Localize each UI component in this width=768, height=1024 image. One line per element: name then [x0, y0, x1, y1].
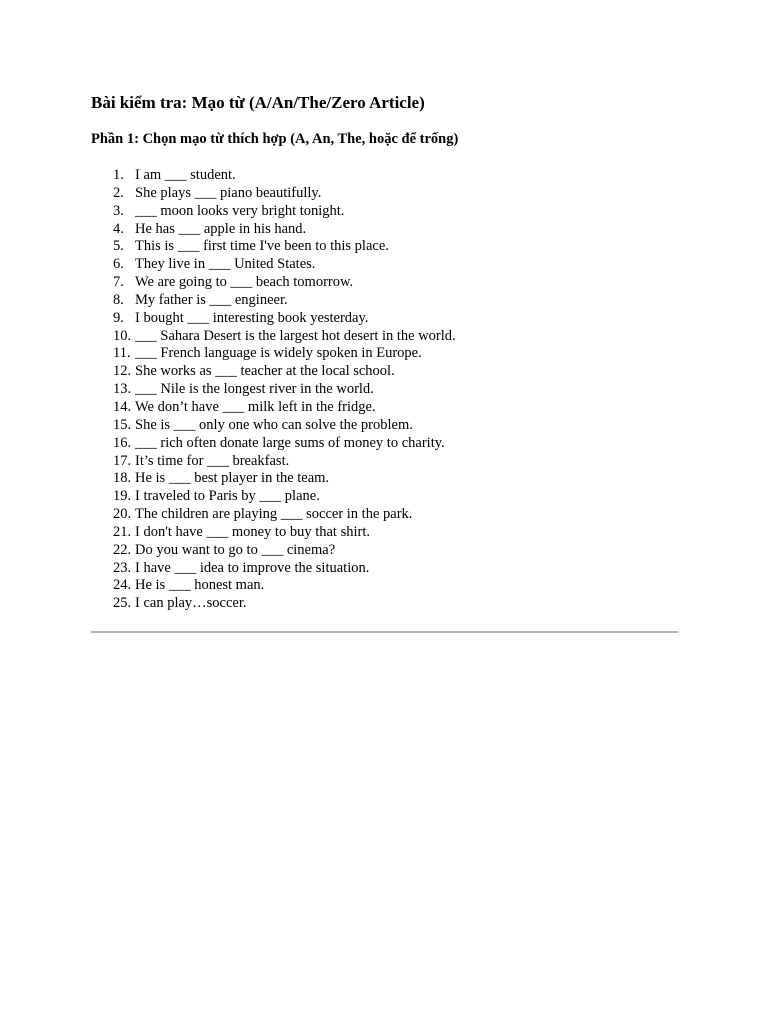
document-page	[91, 93, 678, 641]
question-text: I traveled to Paris by ___ plane.	[135, 488, 320, 505]
question-number	[91, 221, 135, 239]
question-number	[91, 381, 135, 399]
question-text: He has ___ apple in his hand.	[135, 220, 307, 237]
question-item	[91, 488, 678, 506]
question-text: ___ Sahara Desert is the largest hot desert in the world.	[135, 327, 456, 344]
question-text: We are going to ___ beach tomorrow.	[135, 274, 354, 291]
question-number	[91, 274, 135, 292]
question-number	[91, 399, 135, 417]
question-number-label: 17.	[113, 452, 132, 469]
question-item	[91, 435, 678, 453]
question-item	[91, 453, 678, 471]
question-number	[91, 506, 135, 524]
question-text: My father is ___ engineer.	[135, 291, 288, 308]
question-text: She plays ___ piano beautifully.	[135, 184, 322, 201]
question-item	[91, 542, 678, 560]
question-list	[91, 167, 678, 613]
question-number-label: 11.	[113, 345, 131, 362]
question-text: He is ___ best player in the team.	[135, 470, 330, 487]
section-title: Phần 1: Chọn mạo từ thích hợp (A, An, The, hoặc để trống)	[91, 131, 459, 147]
question-number	[91, 328, 135, 346]
question-number-label: 1.	[113, 167, 124, 183]
question-item	[91, 238, 678, 256]
question-text: It’s time for ___ breakfast.	[135, 452, 290, 469]
question-number	[91, 524, 135, 542]
question-number	[91, 577, 135, 595]
question-number-label: 18.	[113, 470, 132, 487]
question-number-label: 20.	[113, 506, 132, 523]
question-item	[91, 560, 678, 578]
question-number	[91, 470, 135, 488]
question-item	[91, 345, 678, 363]
question-number-label: 4.	[113, 220, 124, 237]
question-number	[91, 560, 135, 578]
question-number-label: 16.	[113, 434, 132, 451]
question-text: I bought ___ interesting book yesterday.	[135, 309, 369, 326]
question-number-label: 19.	[113, 488, 132, 505]
question-text: Do you want to go to ___ cinema?	[135, 541, 336, 558]
document-title: Bài kiểm tra: Mạo từ (A/An/The/Zero Article)	[91, 93, 425, 112]
question-number-label: 8.	[113, 291, 124, 308]
question-number	[91, 310, 135, 328]
question-number	[91, 542, 135, 560]
divider	[91, 631, 678, 633]
question-text: ___ moon looks very bright tonight.	[135, 202, 345, 219]
question-text: She is ___ only one who can solve the problem.	[135, 416, 413, 433]
question-item	[91, 524, 678, 542]
question-item	[91, 274, 678, 292]
question-number-label: 14.	[113, 398, 132, 415]
question-number	[91, 453, 135, 471]
question-item	[91, 167, 678, 185]
question-number-label: 3.	[113, 202, 124, 219]
question-number	[91, 292, 135, 310]
question-number	[91, 167, 135, 185]
question-number	[91, 435, 135, 453]
question-item	[91, 363, 678, 381]
question-text: I don't have ___ money to buy that shirt.	[135, 523, 370, 540]
question-number-label: 5.	[113, 238, 124, 255]
question-number-label: 22.	[113, 541, 132, 558]
question-text: The children are playing ___ soccer in the park.	[135, 506, 413, 523]
question-number-label: 7.	[113, 274, 124, 291]
question-item	[91, 310, 678, 328]
question-number	[91, 203, 135, 221]
question-text: She works as ___ teacher at the local school.	[135, 363, 395, 380]
question-item	[91, 595, 678, 613]
question-number-label: 2.	[113, 184, 124, 201]
question-text: ___ Nile is the longest river in the world.	[135, 381, 374, 398]
question-number	[91, 488, 135, 506]
question-item	[91, 203, 678, 221]
question-item	[91, 185, 678, 203]
question-number-label: 15.	[113, 416, 132, 433]
question-text: They live in ___ United States.	[135, 256, 316, 273]
question-item	[91, 381, 678, 399]
question-item	[91, 470, 678, 488]
question-number	[91, 238, 135, 256]
question-item	[91, 577, 678, 595]
question-number	[91, 185, 135, 203]
question-text: This is ___ first time I've been to this place.	[135, 238, 389, 255]
question-number-label: 23.	[113, 559, 132, 576]
question-item	[91, 417, 678, 435]
question-number-label: 12.	[113, 363, 132, 380]
question-number-label: 25.	[113, 595, 132, 612]
question-number-label: 9.	[113, 309, 124, 326]
question-text: ___ French language is widely spoken in Europe.	[135, 345, 422, 362]
question-number	[91, 256, 135, 274]
question-text: ___ rich often donate large sums of money to charity.	[135, 434, 445, 451]
question-number	[91, 363, 135, 381]
question-text: I have ___ idea to improve the situation.	[135, 559, 370, 576]
question-item	[91, 399, 678, 417]
question-item	[91, 506, 678, 524]
question-text: We don’t have ___ milk left in the fridge.	[135, 398, 376, 415]
question-text: He is ___ honest man.	[135, 577, 265, 594]
question-item	[91, 221, 678, 239]
question-text: I can play…soccer.	[135, 595, 247, 612]
question-number-label: 21.	[113, 523, 132, 540]
question-number	[91, 417, 135, 435]
question-number	[91, 595, 135, 613]
question-number-label: 24.	[113, 577, 132, 594]
question-item	[91, 292, 678, 310]
question-text: I am ___ student.	[135, 167, 236, 183]
question-item	[91, 328, 678, 346]
question-number-label: 10.	[113, 327, 132, 344]
question-number-label: 6.	[113, 256, 124, 273]
question-number-label: 13.	[113, 381, 132, 398]
question-number	[91, 345, 135, 363]
question-item	[91, 256, 678, 274]
